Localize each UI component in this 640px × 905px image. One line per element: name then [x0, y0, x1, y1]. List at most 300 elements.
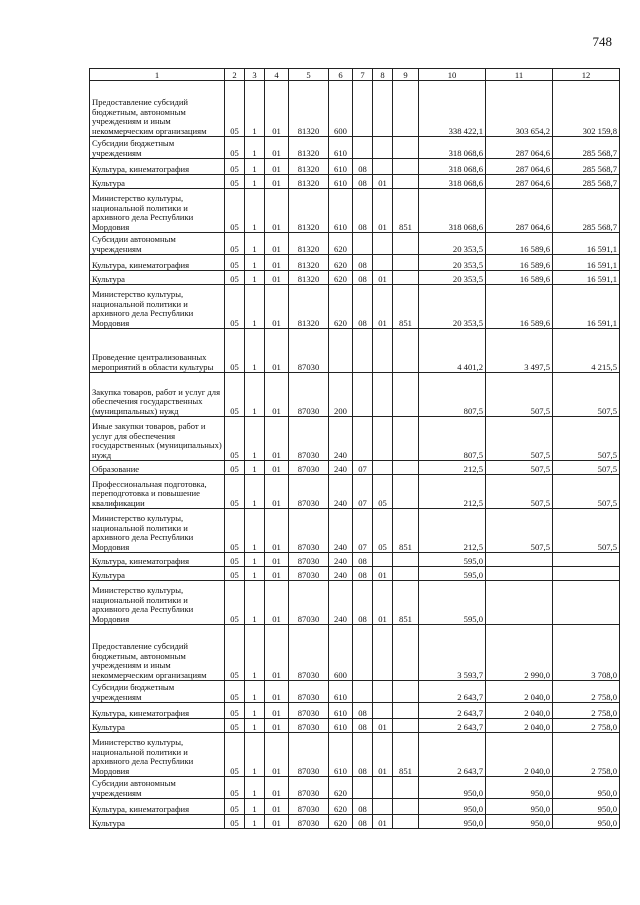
code-cell: 620: [329, 271, 353, 285]
code-cell: 05: [373, 509, 393, 553]
code-cell: [373, 777, 393, 799]
row-name-cell: Субсидии бюджетным учреждениям: [90, 137, 225, 159]
code-cell: [373, 81, 393, 137]
row-name-cell: Профессиональная подготовка, переподготовка и повышение квалификации: [90, 475, 225, 509]
amount-cell: 507,5: [486, 509, 553, 553]
row-name-cell: Субсидии автономным учреждениям: [90, 777, 225, 799]
code-cell: [393, 271, 419, 285]
code-cell: [393, 625, 419, 681]
code-cell: 01: [265, 719, 289, 733]
amount-cell: 2 040,0: [486, 681, 553, 703]
amount-cell: 4 401,2: [419, 329, 486, 373]
amount-cell: 212,5: [419, 509, 486, 553]
code-cell: 1: [245, 285, 265, 329]
code-cell: 1: [245, 373, 265, 417]
code-cell: 07: [353, 475, 373, 509]
row-name-cell: Министерство культуры, национальной политики и архивного дела Республики Мордовия: [90, 285, 225, 329]
amount-cell: 285 568,7: [553, 175, 620, 189]
table-row: [90, 285, 620, 329]
code-cell: 851: [393, 581, 419, 625]
row-name-cell: Культура: [90, 175, 225, 189]
code-cell: [373, 799, 393, 815]
code-cell: [393, 255, 419, 271]
code-cell: 05: [225, 81, 245, 137]
code-cell: 05: [225, 681, 245, 703]
column-header: 7: [353, 69, 373, 81]
amount-cell: 950,0: [486, 777, 553, 799]
code-cell: 1: [245, 137, 265, 159]
table-row: [90, 509, 620, 553]
code-cell: 620: [329, 285, 353, 329]
code-cell: 87030: [289, 815, 329, 829]
amount-cell: 950,0: [486, 799, 553, 815]
code-cell: [353, 137, 373, 159]
amount-cell: 2 758,0: [553, 733, 620, 777]
amount-cell: 2 643,7: [419, 681, 486, 703]
code-cell: [353, 329, 373, 373]
code-cell: 1: [245, 681, 265, 703]
table-row: [90, 189, 620, 233]
amount-cell: 20 353,5: [419, 271, 486, 285]
code-cell: [373, 329, 393, 373]
code-cell: 87030: [289, 581, 329, 625]
amount-cell: 20 353,5: [419, 255, 486, 271]
table-row: [90, 373, 620, 417]
code-cell: 620: [329, 815, 353, 829]
code-cell: 1: [245, 777, 265, 799]
row-name-cell: Субсидии бюджетным учреждениям: [90, 681, 225, 703]
code-cell: 620: [329, 255, 353, 271]
code-cell: 600: [329, 81, 353, 137]
amount-cell: 338 422,1: [419, 81, 486, 137]
amount-cell: 507,5: [553, 417, 620, 461]
code-cell: [353, 417, 373, 461]
code-cell: [373, 233, 393, 255]
code-cell: 08: [353, 285, 373, 329]
code-cell: [353, 81, 373, 137]
code-cell: 05: [225, 461, 245, 475]
code-cell: 1: [245, 329, 265, 373]
code-cell: 05: [225, 719, 245, 733]
amount-cell: 318 068,6: [419, 159, 486, 175]
code-cell: 240: [329, 475, 353, 509]
code-cell: 620: [329, 777, 353, 799]
row-name-cell: Культура, кинематография: [90, 255, 225, 271]
code-cell: 1: [245, 553, 265, 567]
code-cell: 01: [265, 285, 289, 329]
row-name-cell: Закупка товаров, работ и услуг для обеспечения государственных (муниципальных) нужд: [90, 373, 225, 417]
code-cell: 05: [225, 233, 245, 255]
code-cell: [373, 373, 393, 417]
code-cell: 01: [265, 189, 289, 233]
code-cell: 01: [265, 329, 289, 373]
amount-cell: 2 643,7: [419, 719, 486, 733]
code-cell: 87030: [289, 799, 329, 815]
amount-cell: 287 064,6: [486, 137, 553, 159]
table-row: [90, 681, 620, 703]
code-cell: 01: [373, 189, 393, 233]
code-cell: 1: [245, 733, 265, 777]
row-name-cell: Министерство культуры, национальной политики и архивного дела Республики Мордовия: [90, 509, 225, 553]
amount-cell: 950,0: [419, 815, 486, 829]
amount-cell: 16 589,6: [486, 271, 553, 285]
table-row: [90, 581, 620, 625]
code-cell: [373, 159, 393, 175]
amount-cell: 2 040,0: [486, 703, 553, 719]
code-cell: 610: [329, 733, 353, 777]
code-cell: [393, 137, 419, 159]
code-cell: 240: [329, 461, 353, 475]
amount-cell: 318 068,6: [419, 175, 486, 189]
code-cell: 01: [265, 417, 289, 461]
code-cell: 1: [245, 461, 265, 475]
code-cell: 01: [265, 233, 289, 255]
code-cell: 1: [245, 815, 265, 829]
code-cell: 05: [225, 175, 245, 189]
code-cell: 01: [265, 553, 289, 567]
code-cell: 1: [245, 175, 265, 189]
code-cell: 81320: [289, 159, 329, 175]
code-cell: 610: [329, 159, 353, 175]
amount-cell: 303 654,2: [486, 81, 553, 137]
code-cell: 05: [225, 625, 245, 681]
row-name-cell: Культура: [90, 719, 225, 733]
code-cell: 08: [353, 581, 373, 625]
code-cell: 610: [329, 703, 353, 719]
code-cell: [373, 255, 393, 271]
code-cell: 87030: [289, 475, 329, 509]
code-cell: 1: [245, 233, 265, 255]
amount-cell: 16 591,1: [553, 271, 620, 285]
amount-cell: [553, 553, 620, 567]
code-cell: 08: [353, 175, 373, 189]
code-cell: 08: [353, 719, 373, 733]
row-name-cell: Культура: [90, 567, 225, 581]
row-name-cell: Культура: [90, 815, 225, 829]
table-row: [90, 329, 620, 373]
code-cell: 01: [373, 581, 393, 625]
code-cell: 87030: [289, 625, 329, 681]
code-cell: 05: [225, 815, 245, 829]
code-cell: 1: [245, 509, 265, 553]
code-cell: 05: [225, 581, 245, 625]
code-cell: [393, 799, 419, 815]
code-cell: 01: [373, 567, 393, 581]
amount-cell: 3 708,0: [553, 625, 620, 681]
code-cell: 851: [393, 285, 419, 329]
amount-cell: 807,5: [419, 373, 486, 417]
row-name-cell: Министерство культуры, национальной политики и архивного дела Республики Мордовия: [90, 733, 225, 777]
code-cell: 610: [329, 137, 353, 159]
amount-cell: 16 589,6: [486, 255, 553, 271]
code-cell: 81320: [289, 285, 329, 329]
code-cell: 240: [329, 553, 353, 567]
code-cell: 1: [245, 417, 265, 461]
code-cell: 01: [265, 799, 289, 815]
amount-cell: [553, 581, 620, 625]
code-cell: [393, 461, 419, 475]
code-cell: 81320: [289, 271, 329, 285]
amount-cell: 16 589,6: [486, 233, 553, 255]
code-cell: [373, 417, 393, 461]
code-cell: [393, 719, 419, 733]
column-header: 3: [245, 69, 265, 81]
code-cell: 87030: [289, 681, 329, 703]
code-cell: 08: [353, 703, 373, 719]
row-name-cell: Культура: [90, 271, 225, 285]
code-cell: [373, 703, 393, 719]
table-row: [90, 81, 620, 137]
column-header: 6: [329, 69, 353, 81]
amount-cell: 950,0: [553, 815, 620, 829]
code-cell: [393, 681, 419, 703]
code-cell: 1: [245, 475, 265, 509]
code-cell: 01: [265, 815, 289, 829]
code-cell: 87030: [289, 553, 329, 567]
table-row: [90, 703, 620, 719]
code-cell: 1: [245, 703, 265, 719]
table-row: [90, 799, 620, 815]
code-cell: 01: [373, 285, 393, 329]
row-name-cell: Культура, кинематография: [90, 799, 225, 815]
code-cell: [393, 815, 419, 829]
code-cell: 87030: [289, 777, 329, 799]
code-cell: 01: [265, 625, 289, 681]
code-cell: 01: [265, 159, 289, 175]
code-cell: 05: [225, 271, 245, 285]
code-cell: [393, 175, 419, 189]
amount-cell: 212,5: [419, 475, 486, 509]
amount-cell: 807,5: [419, 417, 486, 461]
code-cell: 05: [225, 475, 245, 509]
table-row: [90, 461, 620, 475]
amount-cell: 507,5: [486, 461, 553, 475]
code-cell: 81320: [289, 175, 329, 189]
code-cell: 08: [353, 271, 373, 285]
amount-cell: 16 591,1: [553, 233, 620, 255]
amount-cell: [486, 553, 553, 567]
code-cell: [393, 553, 419, 567]
amount-cell: 285 568,7: [553, 189, 620, 233]
code-cell: 01: [265, 255, 289, 271]
code-cell: 07: [353, 509, 373, 553]
code-cell: 08: [353, 159, 373, 175]
table-body: [90, 81, 620, 829]
code-cell: 01: [373, 815, 393, 829]
amount-cell: 950,0: [553, 777, 620, 799]
code-cell: 1: [245, 189, 265, 233]
code-cell: 87030: [289, 461, 329, 475]
table-row: [90, 719, 620, 733]
code-cell: 08: [353, 815, 373, 829]
table-row: [90, 137, 620, 159]
amount-cell: 3 593,7: [419, 625, 486, 681]
code-cell: [393, 567, 419, 581]
code-cell: [393, 329, 419, 373]
code-cell: 01: [265, 777, 289, 799]
column-header: 4: [265, 69, 289, 81]
code-cell: 08: [353, 733, 373, 777]
code-cell: 05: [225, 255, 245, 271]
table-row: [90, 815, 620, 829]
page-number: 748: [592, 34, 612, 49]
amount-cell: 595,0: [419, 581, 486, 625]
code-cell: [373, 137, 393, 159]
amount-cell: 2 040,0: [486, 719, 553, 733]
code-cell: [393, 233, 419, 255]
code-cell: 87030: [289, 329, 329, 373]
row-name-cell: Иные закупки товаров, работ и услуг для обеспечения государственных (муниципальных) нужд: [90, 417, 225, 461]
code-cell: 05: [225, 159, 245, 175]
amount-cell: 507,5: [553, 475, 620, 509]
table-row: [90, 233, 620, 255]
code-cell: [373, 681, 393, 703]
code-cell: 08: [353, 799, 373, 815]
code-cell: 01: [373, 271, 393, 285]
amount-cell: 318 068,6: [419, 189, 486, 233]
column-header: 9: [393, 69, 419, 81]
code-cell: 05: [373, 475, 393, 509]
code-cell: 200: [329, 373, 353, 417]
code-cell: 1: [245, 719, 265, 733]
amount-cell: 950,0: [419, 777, 486, 799]
code-cell: [393, 159, 419, 175]
amount-cell: 16 591,1: [553, 255, 620, 271]
amount-cell: 507,5: [553, 461, 620, 475]
code-cell: 05: [225, 329, 245, 373]
amount-cell: [486, 567, 553, 581]
amount-cell: 2 643,7: [419, 703, 486, 719]
code-cell: 851: [393, 733, 419, 777]
amount-cell: 507,5: [553, 509, 620, 553]
code-cell: [393, 417, 419, 461]
code-cell: 07: [353, 461, 373, 475]
amount-cell: 2 758,0: [553, 681, 620, 703]
code-cell: 01: [265, 175, 289, 189]
code-cell: 87030: [289, 417, 329, 461]
code-cell: 01: [373, 175, 393, 189]
amount-cell: 2 643,7: [419, 733, 486, 777]
code-cell: 87030: [289, 567, 329, 581]
code-cell: [393, 81, 419, 137]
table-row: [90, 255, 620, 271]
row-name-cell: Культура, кинематография: [90, 703, 225, 719]
amount-cell: 16 591,1: [553, 285, 620, 329]
code-cell: 1: [245, 625, 265, 681]
code-cell: 05: [225, 553, 245, 567]
row-name-cell: Проведение централизованных мероприятий в области культуры: [90, 329, 225, 373]
table-row: [90, 567, 620, 581]
code-cell: 1: [245, 799, 265, 815]
row-name-cell: Министерство культуры, национальной политики и архивного дела Республики Мордовия: [90, 581, 225, 625]
code-cell: 81320: [289, 255, 329, 271]
amount-cell: 3 497,5: [486, 329, 553, 373]
code-cell: 05: [225, 777, 245, 799]
code-cell: 81320: [289, 233, 329, 255]
code-cell: 610: [329, 719, 353, 733]
code-cell: 01: [373, 719, 393, 733]
code-cell: 01: [265, 137, 289, 159]
code-cell: 01: [265, 733, 289, 777]
amount-cell: 4 215,5: [553, 329, 620, 373]
code-cell: 620: [329, 799, 353, 815]
amount-cell: 287 064,6: [486, 175, 553, 189]
code-cell: [393, 475, 419, 509]
table-row: [90, 475, 620, 509]
code-cell: 1: [245, 567, 265, 581]
code-cell: 05: [225, 567, 245, 581]
code-cell: 1: [245, 271, 265, 285]
column-header: 2: [225, 69, 245, 81]
code-cell: 81320: [289, 137, 329, 159]
code-cell: 05: [225, 703, 245, 719]
amount-cell: 507,5: [486, 475, 553, 509]
code-cell: [353, 373, 373, 417]
code-cell: 01: [265, 509, 289, 553]
code-cell: 87030: [289, 703, 329, 719]
code-cell: 610: [329, 189, 353, 233]
code-cell: 87030: [289, 733, 329, 777]
code-cell: 87030: [289, 509, 329, 553]
table-row: [90, 733, 620, 777]
amount-cell: 212,5: [419, 461, 486, 475]
amount-cell: 16 589,6: [486, 285, 553, 329]
code-cell: 240: [329, 567, 353, 581]
code-cell: [329, 329, 353, 373]
code-cell: 08: [353, 189, 373, 233]
column-header: 5: [289, 69, 329, 81]
row-name-cell: Предоставление субсидий бюджетным, автономным учреждениям и иным некоммерческим организациям: [90, 81, 225, 137]
code-cell: [353, 777, 373, 799]
amount-cell: 595,0: [419, 567, 486, 581]
code-cell: [373, 553, 393, 567]
amount-cell: 287 064,6: [486, 189, 553, 233]
code-cell: 1: [245, 159, 265, 175]
code-cell: 08: [353, 567, 373, 581]
code-cell: 1: [245, 255, 265, 271]
code-cell: 240: [329, 417, 353, 461]
row-name-cell: Министерство культуры, национальной политики и архивного дела Республики Мордовия: [90, 189, 225, 233]
amount-cell: [553, 567, 620, 581]
table-row: [90, 159, 620, 175]
code-cell: 01: [265, 581, 289, 625]
amount-cell: 507,5: [486, 417, 553, 461]
amount-cell: 507,5: [486, 373, 553, 417]
row-name-cell: Культура, кинематография: [90, 553, 225, 567]
amount-cell: 595,0: [419, 553, 486, 567]
code-cell: [353, 681, 373, 703]
column-header: 10: [419, 69, 486, 81]
code-cell: [373, 625, 393, 681]
code-cell: 01: [265, 373, 289, 417]
column-header: 8: [373, 69, 393, 81]
code-cell: [353, 233, 373, 255]
row-name-cell: Субсидии автономным учреждениям: [90, 233, 225, 255]
code-cell: 01: [373, 733, 393, 777]
code-cell: 01: [265, 681, 289, 703]
code-cell: [393, 777, 419, 799]
code-cell: 240: [329, 509, 353, 553]
table-row: [90, 417, 620, 461]
column-header: 12: [553, 69, 620, 81]
code-cell: [393, 373, 419, 417]
amount-cell: 287 064,6: [486, 159, 553, 175]
code-cell: [353, 625, 373, 681]
code-cell: 05: [225, 509, 245, 553]
code-cell: 01: [265, 567, 289, 581]
amount-cell: 302 159,8: [553, 81, 620, 137]
code-cell: 05: [225, 799, 245, 815]
